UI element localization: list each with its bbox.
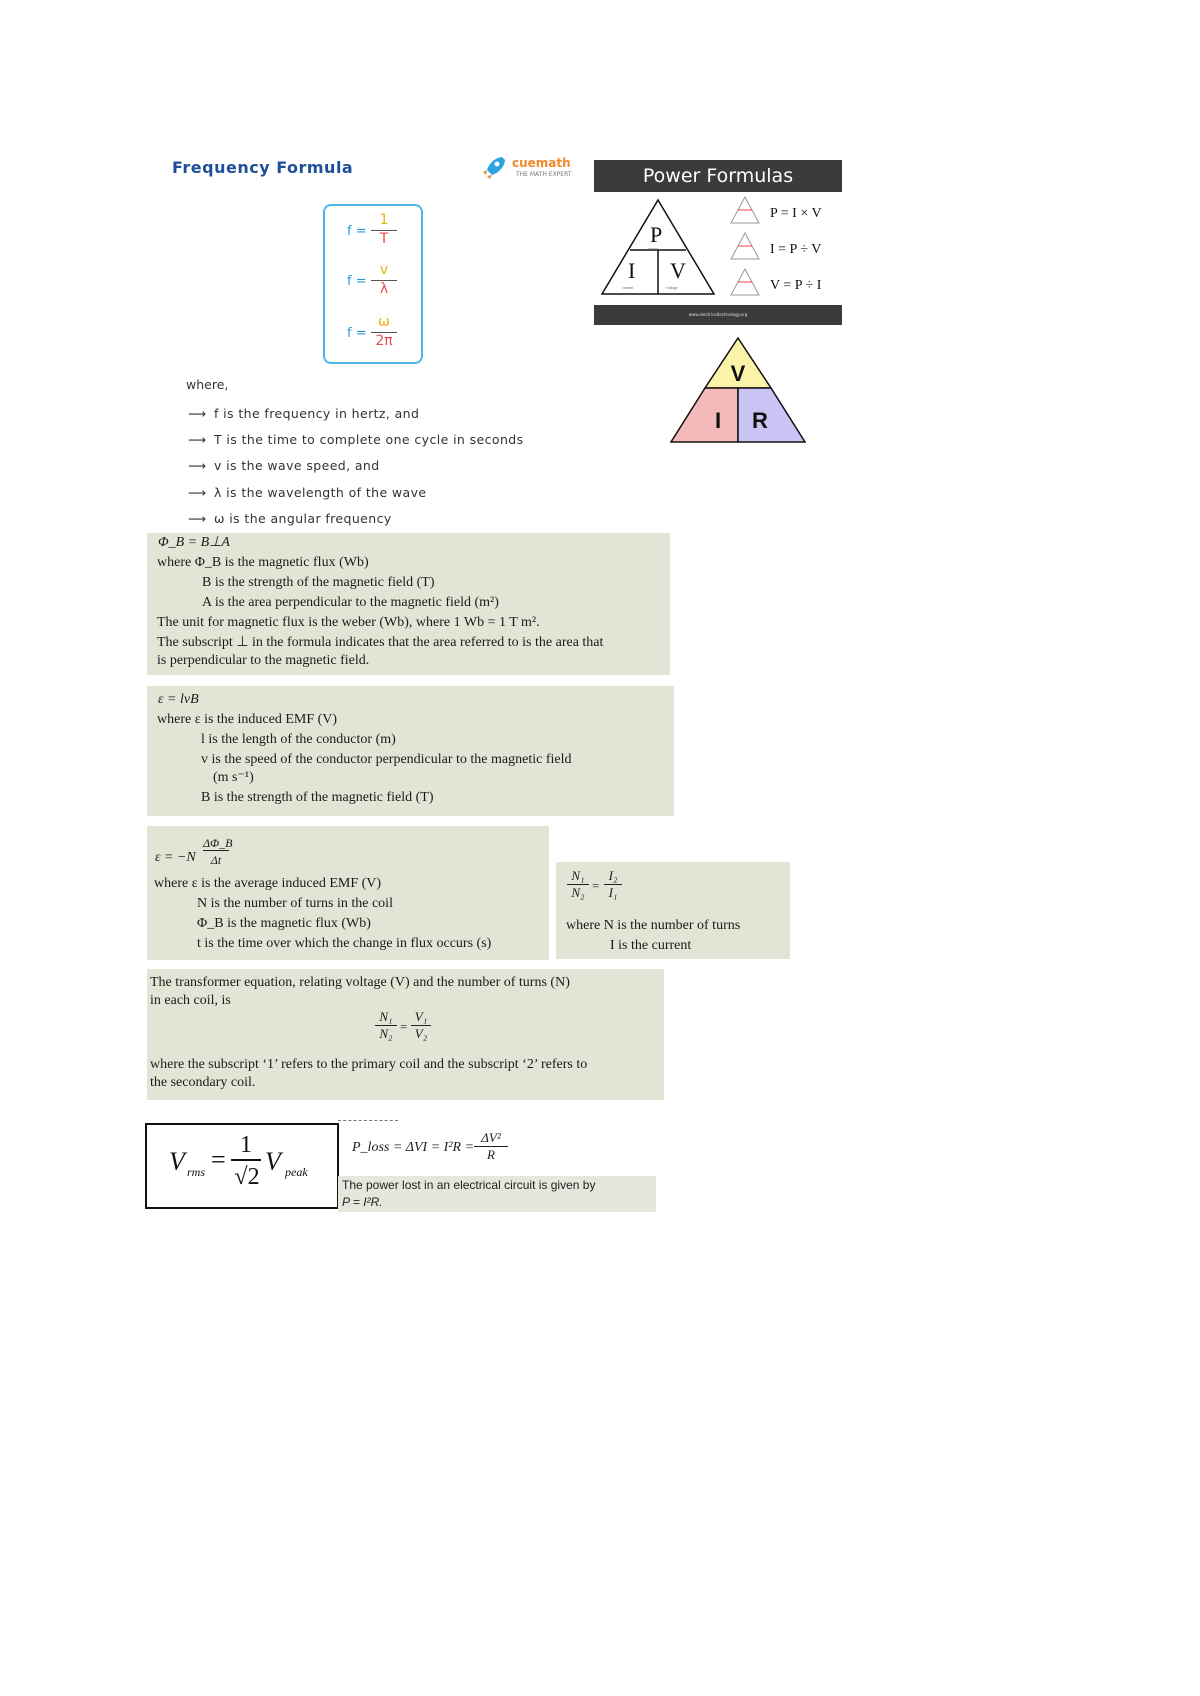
faraday-numerator: ΔΦ_B (203, 836, 233, 850)
arrow-icon: ⟶ (188, 511, 207, 526)
formula-row: f = $\frac{\omega}{2\pi}$ (347, 314, 407, 354)
divider (338, 1120, 398, 1121)
frequency-title: Frequency Formula (172, 158, 354, 177)
triangle-label-p: P (650, 222, 663, 247)
mini-triangle-icon (730, 196, 760, 224)
definition-item: ⟶ λ is the wavelength of the wave (188, 485, 427, 500)
arrow-icon: ⟶ (188, 485, 207, 500)
frequency-formula-box (323, 204, 423, 364)
definition-item: ⟶ v is the wave speed, and (188, 458, 380, 473)
triangle-label-i: I (628, 258, 636, 283)
arrow-icon: ⟶ (188, 432, 207, 447)
formula-row: f = $\frac{v}{\lambda}$ (347, 262, 407, 302)
formula-row: f = $\frac{1}{T}$ (347, 212, 407, 252)
triangle-caption-voltage: voltage (666, 285, 678, 290)
flux-equation: Φ_B = B⊥A (158, 535, 230, 550)
definition-item: ⟶ f is the frequency in hertz, and (188, 406, 420, 421)
transformer-equation-box: The transformer equation, relating voltage (V) and the number of turns (N) in each coil, is N₁ N₂ = V₁ V₂ where the subscript ‘1’ refers to the primary coil and the subscript ‘2’ refers to the secondary coil. (147, 969, 664, 1100)
faraday-denominator: Δt (210, 853, 222, 867)
where-label: where, (186, 377, 229, 392)
definition-item: ⟶ T is the time to complete one cycle in seconds (188, 432, 524, 447)
vir-label-i: I (714, 408, 722, 433)
triangle-label-v: V (670, 258, 686, 283)
mini-triangle-icon (730, 268, 760, 296)
induced-emf-box: ε = lvB where ε is the induced EMF (V) l is the length of the conductor (m) v is the speed of the conductor perpendicular to the magnetic field (m s⁻¹) B is the strength of the magnetic field (T) (147, 686, 674, 816)
mini-triangle-icon (730, 232, 760, 260)
vir-label-v: V (730, 361, 746, 386)
brand-name: cuemath (512, 156, 571, 170)
definition-item: ⟶ ω is the angular frequency (188, 511, 392, 526)
power-loss-box: P_loss = ΔVI = I²R = ΔV² R The power lost in an electrical circuit is given by P = I²R. (338, 1120, 656, 1212)
power-triangle (600, 198, 716, 298)
power-loss-equation: P_loss = ΔVI = I²R = (352, 1140, 475, 1155)
triangle-caption-power: power (648, 246, 658, 251)
vir-label-r: R (752, 408, 768, 433)
faraday-lhs: ε = −N (155, 850, 196, 865)
power-footer: www.electricaltechnology.org (594, 305, 842, 325)
faraday-law-box: ε = −N ΔΦ_B Δt where ε is the average induced EMF (V) N is the number of turns in the coil Φ_B is the magnetic flux (Wb) t is the time over which the change in flux occurs (s) (147, 826, 549, 960)
arrow-icon: ⟶ (188, 406, 207, 421)
power-formulas-title: Power Formulas (594, 160, 842, 192)
rocket-icon (480, 154, 508, 182)
brand-tagline: THE MATH EXPERT (516, 171, 572, 178)
emf-equation: ε = lvB (158, 692, 199, 707)
magnetic-flux-box: Φ_B = B⊥A where Φ_B is the magnetic flux (Wb) B is the strength of the magnetic field (T) A is the area perpendicular to the magnetic field (m²) The unit for magnetic flux is the weber (Wb), where 1 Wb = 1 T m². The subscript ⊥ in the formula indicates that the area referred to is the area that is perpendicular to the magnetic field. (147, 533, 670, 675)
triangle-caption-current: current (622, 285, 634, 290)
arrow-icon: ⟶ (188, 458, 207, 473)
vrms-formula-box: V rms = 1 √2 V peak (145, 1123, 339, 1209)
vir-triangle (670, 336, 806, 444)
turns-ratio-box: N₁ N₂ = I₂ I₁ where N is the number of turns I is the current (556, 862, 790, 959)
